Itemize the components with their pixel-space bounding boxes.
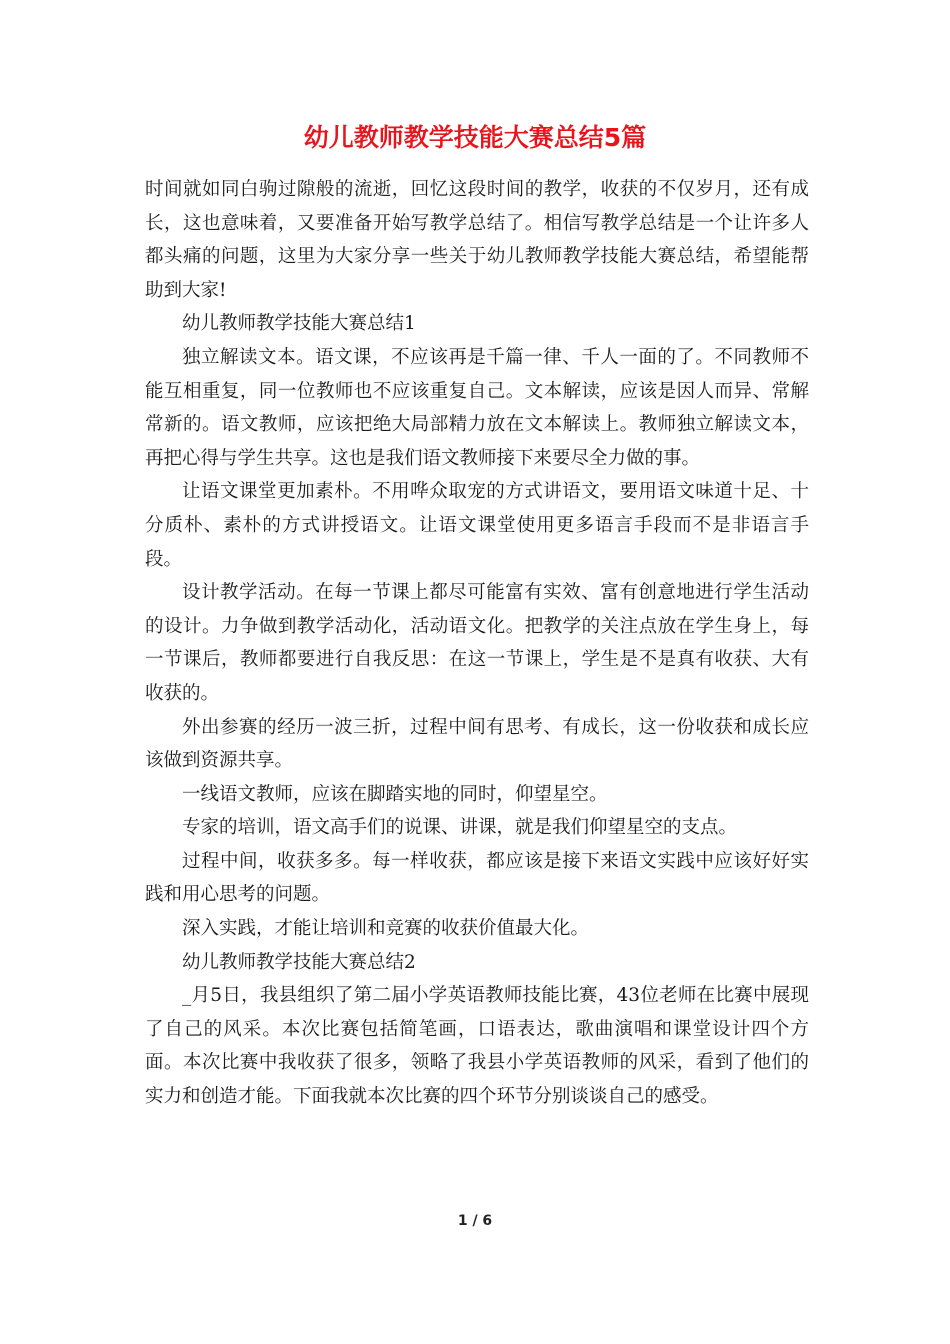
- page-indicator: 1 / 6: [457, 1213, 493, 1229]
- document-body: [145, 173, 809, 1114]
- body-paragraph: 独立解读文本。语文课，不应该再是千篇一律、千人一面的了。不同教师不能互相重复，同一位教师也不应该重复自己。文本解读，应该是因人而异、常解常新的。语文教师，应该把绝大局部精力放在文本解读上。教师独立解读文本，再把心得与学生共享。这也是我们语文教师接下来要尽全力做的事。: [145, 346, 809, 469]
- section-heading-1: 幼儿教师教学技能大赛总结1: [182, 313, 416, 335]
- intro-paragraph: 时间就如同白驹过隙般的流逝，回忆这段时间的教学，收获的不仅岁月，还有成长，这也意味着，又要准备开始写教学总结了。相信写教学总结是一个让许多人都头痛的问题，这里为大家分享一些关于幼儿教师教学技能大赛总结，希望能帮助到大家!: [145, 179, 809, 301]
- body-paragraph: 专家的培训，语文高手们的说课、讲课，就是我们仰望星空的支点。: [182, 817, 738, 839]
- body-paragraph: 一线语文教师，应该在脚踏实地的同时，仰望星空。: [182, 783, 608, 805]
- body-paragraph: 过程中间，收获多多。每一样收获，都应该是接下来语文实践中应该好好实践和用心思考的问题。: [145, 850, 809, 906]
- body-paragraph: 外出参赛的经历一波三折，过程中间有思考、有成长，这一份收获和成长应该做到资源共享。: [145, 716, 809, 772]
- body-paragraph: 深入实践，才能让培训和竞赛的收获价值最大化。: [182, 918, 590, 940]
- body-paragraph: _月5日，我县组织了第二届小学英语教师技能比赛，43位老师在比赛中展现了自己的风采。本次比赛包括简笔画，口语表达，歌曲演唱和课堂设计四个方面。本次比赛中我收获了很多，领略了我县小学英语教师的风采，看到了他们的实力和创造才能。下面我就本次比赛的四个环节分别谈谈自己的感受。: [145, 985, 809, 1108]
- document-title: 幼儿教师教学技能大赛总结5篇: [303, 123, 647, 152]
- section-heading-2: 幼儿教师教学技能大赛总结2: [182, 951, 416, 973]
- body-paragraph: 让语文课堂更加素朴。不用哗众取宠的方式讲语文，要用语文味道十足、十分质朴、素朴的方式讲授语文。让语文课堂使用更多语言手段而不是非语言手段。: [145, 481, 809, 570]
- body-paragraph: 设计教学活动。在每一节课上都尽可能富有实效、富有创意地进行学生活动的设计。力争做到教学活动化，活动语文化。把教学的关注点放在学生身上，每一节课后，教师都要进行自我反思：在这一节课上，学生是不是真有收获、大有收获的。: [145, 582, 809, 704]
